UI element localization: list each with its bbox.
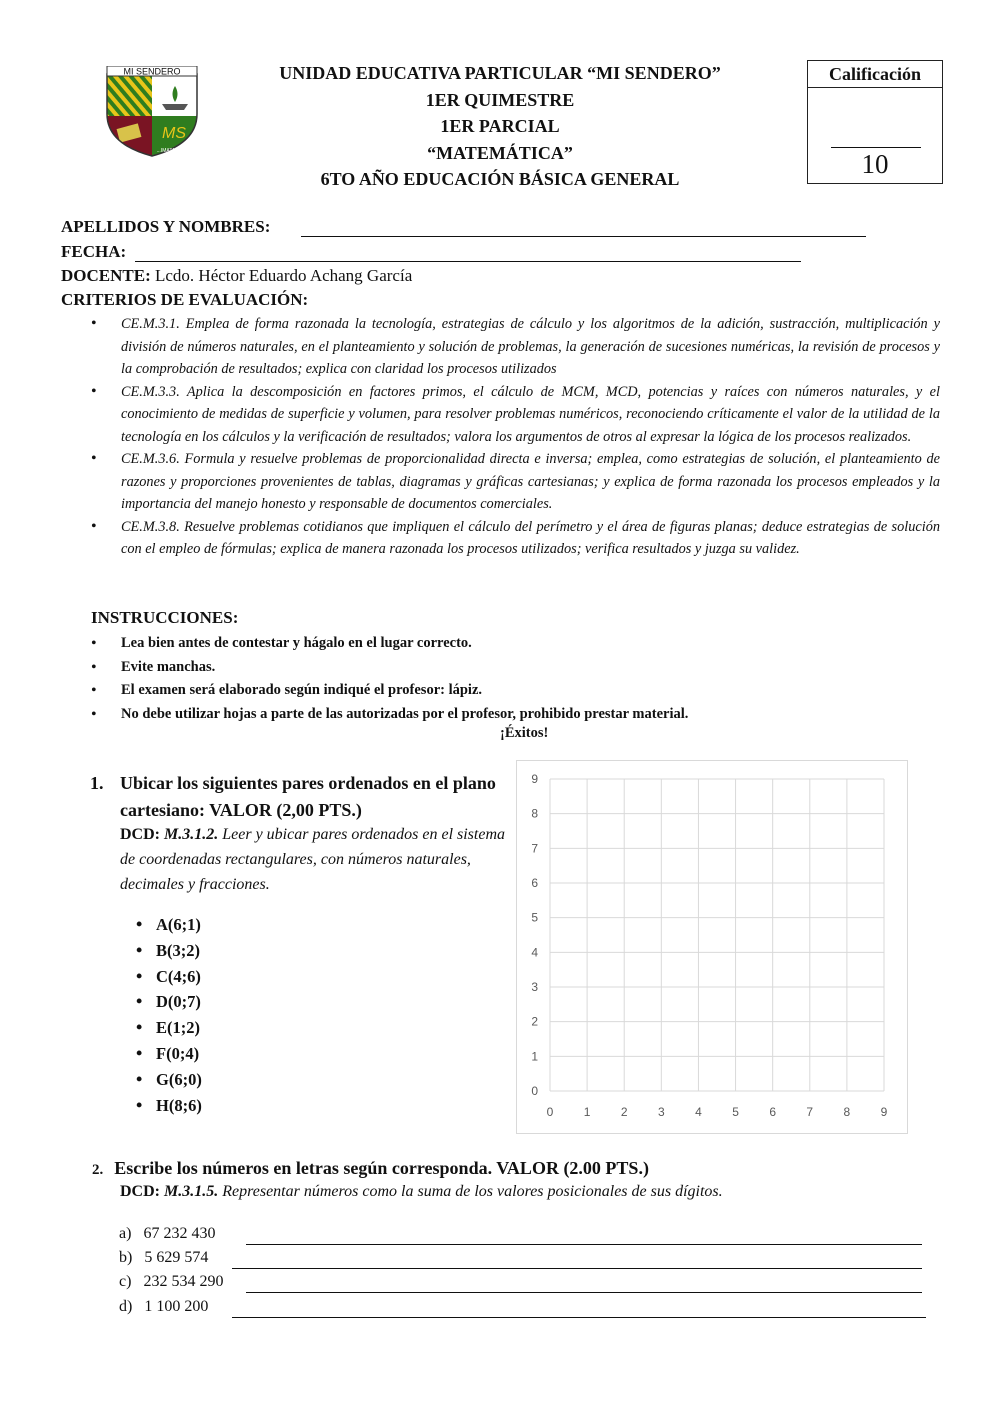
x-tick-label: 6 [769,1105,777,1119]
criteria-item: • CE.M.3.3. Aplica la descomposición en factores primos, el cálculo de MCM, MCD, potencias y raíces con números naturales, y el conocimiento de medidas de superficie y volumen, para resolver problemas numéricos, reconociendo críticamente el valor de la utilidad de la tecnología en los cálculos y la verificación de resultados; valora los argumentos de otros al expresar la lógica de los procesos realizados. [94,381,940,449]
logo-motto: ...IMATA [156,148,176,154]
answer-line-b[interactable] [232,1253,922,1269]
criteria-item: • CE.M.3.1. Emplea de forma razonada la tecnología, estrategias de cálculo y los algoritmos de la adición, sustracción, multiplicación y división de números naturales, en el planteamiento y solución de problemas, la generación de sucesiones numéricas, la revisión de procesos y la comprobación de resultados; explica con claridad los procesos utilizados [94,313,940,381]
grade-title: Calificación [808,61,942,88]
instruction-item: • Evite manchas. [94,656,940,680]
answer-line-c[interactable] [246,1277,922,1293]
school-logo [104,66,200,158]
name-label: APELLIDOS Y NOMBRES: [61,217,271,236]
date-input-line[interactable] [135,241,801,262]
x-tick-label: 3 [657,1105,665,1119]
ordered-pair: • B(3;2) [136,938,202,964]
date-field-row [61,241,126,263]
ordered-pair: • A(6;1) [136,912,202,938]
y-tick-label: 7 [531,841,538,856]
answer-item-b [119,1249,208,1267]
x-tick-label: 8 [843,1105,851,1119]
x-tick-label: 4 [695,1105,702,1119]
answer-letter: d) [119,1298,133,1315]
logo-initials: MS [162,125,186,142]
cartesian-plane-svg[interactable] [517,761,907,1133]
x-tick-label: 9 [880,1105,888,1119]
y-tick-label: 9 [531,772,538,786]
teacher-label: DOCENTE: [61,266,151,285]
closing-message: ¡Éxitos! [500,725,549,741]
ordered-pairs-list [136,912,202,1118]
q1-title [90,770,510,824]
grade-score-line[interactable] [831,147,921,148]
name-input-line[interactable] [301,216,866,237]
answer-item-a [119,1225,215,1243]
y-tick-label: 1 [531,1049,538,1064]
shield-icon [104,66,200,158]
header-partial: 1ER PARCIAL [440,116,560,136]
teacher-name: Lcdo. Héctor Eduardo Achang García [154,266,413,285]
q2-number: 2. [92,1162,104,1178]
q2-dcd [120,1183,723,1201]
header-grade-level: 6TO AÑO EDUCACIÓN BÁSICA GENERAL [320,169,680,189]
answer-line-d[interactable] [232,1302,926,1318]
q1-dcd-text: Leer y ubicar pares ordenados en el sistema de coordenadas rectangulares, con números naturales, decimales y fracciones. [120,826,506,893]
header-term: 1ER QUIMESTRE [425,89,575,110]
x-tick-label: 1 [583,1105,591,1119]
grade-max-value: 10 [861,149,889,179]
date-label: FECHA: [61,242,127,261]
answer-line-a[interactable] [246,1229,922,1245]
answer-number: 5 629 574 [144,1249,209,1266]
q1-number: 1. [90,773,104,793]
answer-letter: a) [119,1225,132,1242]
q2-title-text: Escribe los números en letras según corresponda. VALOR (2.00 PTS.) [114,1158,649,1178]
y-tick-label: 2 [531,1014,538,1029]
school-header [230,60,770,193]
answer-number: 1 100 200 [144,1298,209,1315]
answer-number: 67 232 430 [143,1225,216,1242]
criteria-title: CRITERIOS DE EVALUACIÓN: [61,290,309,309]
answer-item-d [119,1298,208,1316]
q2-dcd-code: M.3.1.5. [164,1183,219,1200]
header-school-name: UNIDAD EDUCATIVA PARTICULAR “MI SENDERO” [279,63,721,83]
q2-dcd-label: DCD: [120,1183,160,1200]
ordered-pair: • C(4;6) [136,964,202,990]
x-tick-label: 5 [732,1105,739,1119]
teacher-row [61,265,412,287]
ordered-pair: • E(1;2) [136,1015,202,1041]
criteria-item: • CE.M.3.6. Formula y resuelve problemas de proporcionalidad directa e inversa; emplea, como estrategias de solución, el planteamiento de razones y proporciones provenientes de tablas, diagramas y gráficas cartesianas; y explica de forma razonada los procesos empleados y la importancia del manejo honesto y responsable de documentos comerciales. [94,448,940,516]
answer-number: 232 534 290 [143,1273,224,1290]
y-tick-label: 0 [531,1084,538,1098]
ordered-pair: • D(0;7) [136,989,202,1015]
answer-item-c [119,1273,223,1291]
instruction-item: • No debe utilizar hojas a parte de las autorizadas por el profesor, prohibido prestar material. [94,703,940,727]
q1-dcd-code: M.3.1.2. [164,826,219,843]
q2-dcd-text: Representar números como la suma de los valores posicionales de sus dígitos. [222,1183,723,1200]
answer-letter: c) [119,1273,132,1290]
ordered-pair: • F(0;4) [136,1041,202,1067]
x-tick-label: 0 [546,1105,554,1119]
instruction-item: • El examen será elaborado según indiqué el profesor: lápiz. [94,679,940,703]
q2-title [92,1158,649,1179]
criteria-item: • CE.M.3.8. Resuelve problemas cotidianos que impliquen el cálculo del perímetro y el área de figuras planas; deduce estrategias de solución con el empleo de fórmulas; explica de manera razonada los procesos utilizados; verifica resultados y juzga su validez. [94,516,940,561]
y-tick-label: 5 [531,910,538,925]
ordered-pair: • G(6;0) [136,1067,202,1093]
q1-title-text: Ubicar los siguientes pares ordenados en el plano cartesiano: VALOR (2,00 PTS.) [120,773,496,820]
answer-letter: b) [119,1249,133,1266]
y-tick-label: 8 [531,806,538,821]
y-tick-label: 6 [531,876,538,890]
y-tick-label: 3 [531,980,538,994]
ordered-pair: • H(8;6) [136,1093,202,1119]
grade-box[interactable] [807,60,943,184]
logo-text: MI SENDERO [123,66,181,77]
header-subject: “MATEMÁTICA” [427,142,573,163]
cartesian-plane[interactable] [516,760,908,1134]
instruction-item: • Lea bien antes de contestar y hágalo en el lugar correcto. [94,632,940,656]
q1-dcd-label: DCD: [120,826,160,843]
name-field-row [61,216,270,238]
criteria-list [94,313,940,561]
instructions-list [94,632,940,726]
instructions-title: INSTRUCCIONES: [91,608,239,627]
q1-dcd [120,822,515,897]
y-tick-label: 4 [531,945,538,960]
x-tick-label: 7 [806,1105,814,1119]
x-tick-label: 2 [620,1105,628,1119]
